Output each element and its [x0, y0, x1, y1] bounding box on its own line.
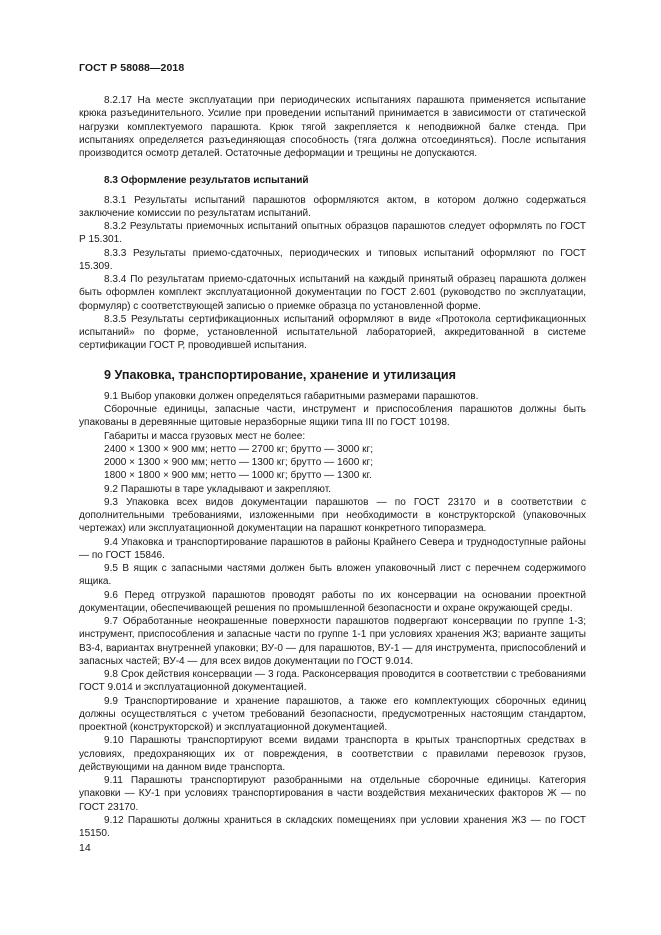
dimensions-intro: Габариты и масса грузовых мест не более:: [104, 430, 306, 442]
paragraph-9-9: 9.9 Транспортирование и хранение парашютов, а также его комплектующих сборочных единиц должны осуществляться с учетом требований безопасности, предусмотренных настоящим стандартом, проектной (конструкторской) и эксплуатационной документацией.: [79, 695, 586, 733]
paragraph-9-6: 9.6 Перед отгрузкой парашютов проводят работы по их консервации на основании проектной документации, обеспечивающей решения по промышленной безопасности и охране окружающей среды.: [79, 589, 586, 614]
document-header: ГОСТ Р 58088—2018: [79, 62, 185, 74]
paragraph-9-8: 9.8 Срок действия консервации — 3 года. Расконсервация проводится в соответствии с требованиями ГОСТ 9.014 и эксплуатационной документацией.: [79, 669, 586, 694]
paragraph-8-3-4: 8.3.4 По результатам приемо-сдаточных испытаний на каждый принятый образец парашюта должен быть оформлен комплект эксплуатационной документации по ГОСТ 2.601 (руководство по эксплуатации, формуляр) с соответствующей записью о приемке образца по установленной форме.: [79, 274, 586, 312]
subsection-title-8-3: 8.3 Оформление результатов испытаний: [104, 175, 309, 187]
paragraph-9-10: 9.10 Парашюты транспортируют всеми видами транспорта в крытых транспортных средствах в условиях, предохраняющих их от повреждения, в соответствии с правилами перевозок грузов, действующими на данном виде транспорта.: [79, 735, 586, 773]
paragraph-8-3-2: 8.3.2 Результаты приемочных испытаний опытных образцов парашютов следует оформлять по ГОСТ Р 15.301.: [79, 221, 586, 246]
paragraph-9-5: 9.5 В ящик с запасными частями должен быть вложен упаковочный лист с перечнем содержимого ящика.: [79, 563, 586, 588]
page-number: 14: [79, 842, 91, 854]
paragraph-9-4: 9.4 Упаковка и транспортирование парашютов в районы Крайнего Севера и труднодоступные районы — по ГОСТ 15846.: [79, 536, 586, 561]
paragraph-9-12: 9.12 Парашюты должны храниться в складских помещениях при условии хранения Ж3 — по ГОСТ 15150.: [79, 814, 586, 839]
dimensions-line: 2400 × 1300 × 900 мм; нетто — 2700 кг; брутто — 3000 кг;: [104, 443, 373, 455]
paragraph-8-2-17: 8.2.17 На месте эксплуатации при периодических испытаниях парашюта применяется испытание крюка разъединительного. Усилие при проведении испытаний принимается в зависимости от статической нагрузки комплектуемого парашюта. Крюк тягой закрепляется к неподвижной балке стенда. При испытаниях определяется разъединяющая способность (тяга должна отсоединяться). После испытания производится осмотр деталей. Остаточные деформации и трещины не допускаются.: [79, 95, 586, 159]
section-title-9: 9 Упаковка, транспортирование, хранение и утилизация: [104, 367, 457, 382]
paragraph-9-2: 9.2 Парашюты в таре укладывают и закрепляют.: [104, 483, 331, 495]
paragraph-9-1-b: Сборочные единицы, запасные части, инструмент и приспособления парашютов должны быть упакованы в деревянные щитовые неразборные ящики типа III по ГОСТ 10198.: [79, 404, 586, 429]
paragraph-8-3-1: 8.3.1 Результаты испытаний парашютов оформляются актом, в котором должно содержаться заключение комиссии по результатам испытаний.: [79, 194, 586, 219]
paragraph-9-11: 9.11 Парашюты транспортируют разобранными на отдельные сборочные единицы. Категория упаковки — КУ-1 при условиях транспортирования в части воздействия механических факторов Ж — по ГОСТ 23170.: [79, 775, 586, 813]
dimensions-line: 1800 × 1800 × 900 мм; нетто — 1000 кг; брутто — 1300 кг.: [104, 470, 372, 482]
paragraph-8-3-5: 8.3.5 Результаты сертификационных испытаний оформляют в виде «Протокола сертификационных испытаний» по форме, установленной испытательной лабораторией, аккредитованной в системе сертификации ГОСТ Р, проводившей испытания.: [79, 313, 586, 352]
paragraph-9-7: 9.7 Обработанные неокрашенные поверхности парашютов подвергают консервации по группе 1-3; инструмент, приспособления и запасные части по группе 1-1 при условиях хранения Ж3; варианте защиты В3-4, вариантах внутренней упаковки; ВУ-0 — для парашютов, ВУ-1 — для инструмента, приспособлений и запасных частей; ВУ-4 — для всех видов документации по ГОСТ 9.014.: [79, 616, 586, 667]
paragraph-9-3: 9.3 Упаковка всех видов документации парашютов — по ГОСТ 23170 и в соответствии с дополнительными требованиями, изложенными при необходимости в конструкторской (упаковочных чертежах) или эксплуатационной документации на парашют конкретного типоразмера.: [79, 496, 586, 535]
page-content: [79, 94, 586, 840]
paragraph-9-1: 9.1 Выбор упаковки должен определяться габаритными размерами парашютов.: [104, 390, 479, 402]
dimensions-line: 2000 × 1300 × 900 мм; нетто — 1300 кг; брутто — 1600 кг;: [104, 457, 373, 468]
paragraph-8-3-3: 8.3.3 Результаты приемо-сдаточных, периодических и типовых испытаний оформляют по ГОСТ 15.309.: [79, 247, 586, 272]
